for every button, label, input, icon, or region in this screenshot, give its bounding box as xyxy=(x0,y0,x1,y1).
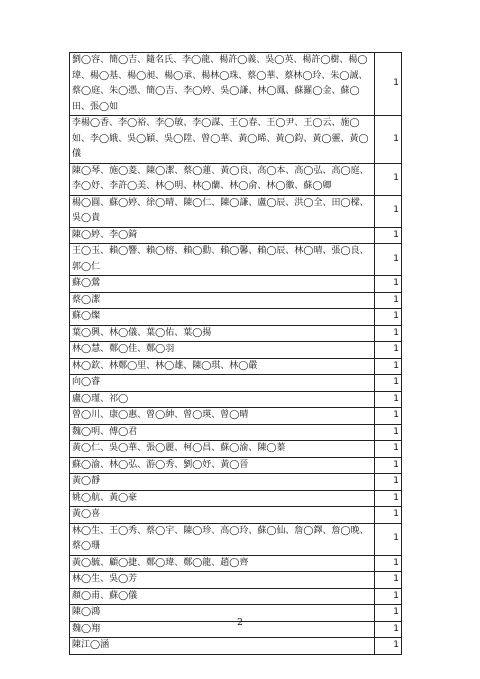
donor-names-cell: 向◯睿 xyxy=(70,375,375,392)
donor-names-cell: 魏◯明、傅◯君 xyxy=(70,424,375,441)
donor-names-cell: 蘇◯鶯 xyxy=(70,276,375,293)
donation-count-cell: 1 xyxy=(375,638,402,655)
donation-count-cell: 1 xyxy=(375,292,402,309)
donation-count-cell: 1 xyxy=(375,309,402,326)
donation-count-cell: 1 xyxy=(375,276,402,293)
donor-list xyxy=(69,52,399,655)
table-row xyxy=(70,309,402,326)
table-row xyxy=(70,325,402,342)
table-row xyxy=(70,555,402,572)
table-row xyxy=(70,638,402,655)
donation-count-cell: 1 xyxy=(375,424,402,441)
page-number: 2 xyxy=(237,618,243,628)
donor-names-cell: 黃◯喜 xyxy=(70,507,375,524)
donor-names-cell: 盧◯瑾、祁◯ xyxy=(70,391,375,408)
table-row xyxy=(70,424,402,441)
donor-names-cell: 蔡◯潔 xyxy=(70,292,375,309)
donation-count-cell: 1 xyxy=(375,490,402,507)
donor-names-cell: 黃◯毓、顧◯捷、鄭◯瑋、鄭◯龍、趙◯齊 xyxy=(70,555,375,572)
table-row xyxy=(70,572,402,589)
table-row xyxy=(70,195,402,227)
donor-names-cell: 姚◯航、黃◯豪 xyxy=(70,490,375,507)
donor-names-cell: 林◯生、王◯秀、蔡◯宇、陳◯珍、高◯玲、蘇◯仙、詹◯鐸、詹◯晚、蔡◯珊 xyxy=(70,523,375,555)
table-row xyxy=(70,227,402,244)
table-row xyxy=(70,474,402,491)
donation-count-cell: 1 xyxy=(375,391,402,408)
donation-count-cell: 1 xyxy=(375,195,402,227)
donation-count-cell: 1 xyxy=(375,342,402,359)
table-row xyxy=(70,292,402,309)
donor-names-cell: 楊◯圓、蘇◯婷、徐◯晴、陳◯仁、陳◯謙、盧◯辰、洪◯全、田◯樑、吳◯貴 xyxy=(70,195,375,227)
donor-table xyxy=(69,52,402,655)
donor-names-cell: 林◯慧、鄭◯佳、鄭◯羽 xyxy=(70,342,375,359)
donation-count-cell: 1 xyxy=(375,507,402,524)
donor-names-cell: 蘇◯渝、林◯弘、游◯秀、劉◯妤、黃◯晉 xyxy=(70,457,375,474)
donation-count-cell: 1 xyxy=(375,163,402,195)
donor-names-cell: 魏◯翔 xyxy=(70,621,375,638)
donor-names-cell: 李楊◯香、李◯裕、李◯敏、李◯謀、王◯春、王◯尹、王◯云、施◯如、李◯娥、吳◯穎、吳◯陞、曾◯華、黃◯晞、黃◯鈞、黃◯靈、黃◯儀 xyxy=(70,116,375,164)
table-row xyxy=(70,457,402,474)
table-row xyxy=(70,408,402,425)
table-row xyxy=(70,523,402,555)
table-row xyxy=(70,276,402,293)
donor-names-cell: 陳◯琴、施◯菱、陳◯潔、蔡◯蓮、黃◯良、高◯本、高◯弘、高◯庭、李◯妤、李許◯美、林◯明、林◯蘭、林◯俞、林◯徽、蘇◯卿 xyxy=(70,163,375,195)
donation-count-cell: 1 xyxy=(375,227,402,244)
donor-names-cell: 陳◯鴻 xyxy=(70,605,375,622)
table-row xyxy=(70,244,402,276)
donor-names-cell: 蘇◯燦 xyxy=(70,309,375,326)
donation-count-cell: 1 xyxy=(375,572,402,589)
donor-names-cell: 曾◯川、康◯惠、曾◯紳、曾◯瑛、曾◯晴 xyxy=(70,408,375,425)
donation-count-cell: 1 xyxy=(375,441,402,458)
donation-count-cell: 1 xyxy=(375,116,402,164)
table-row xyxy=(70,375,402,392)
donor-names-cell: 劉◯容、簡◯吉、隨名氏、李◯龍、楊許◯義、吳◯英、楊許◯樹、楊◯瑋、楊◯基、楊◯昶、楊◯承、楊林◯珠、蔡◯華、蔡林◯玲、朱◯誠、蔡◯庭、朱◯憑、簡◯吉、李◯婷、吳◯謙、林◯鳳、蘇羅◯金、蘇◯田、張◯如 xyxy=(70,53,375,116)
donor-names-cell: 陳◯婷、李◯錡 xyxy=(70,227,375,244)
donation-count-cell: 1 xyxy=(375,474,402,491)
donation-count-cell: 1 xyxy=(375,523,402,555)
donor-names-cell: 葉◯興、林◯儀、葉◯佑、葉◯揚 xyxy=(70,325,375,342)
donation-count-cell: 1 xyxy=(375,605,402,622)
donation-count-cell: 1 xyxy=(375,53,402,116)
donor-names-cell: 黃◯仁、吳◯華、張◯麗、柯◯昌、蘇◯渝、陳◯蓁 xyxy=(70,441,375,458)
donation-count-cell: 1 xyxy=(375,457,402,474)
table-row xyxy=(70,53,402,116)
donation-count-cell: 1 xyxy=(375,358,402,375)
table-row xyxy=(70,163,402,195)
donor-names-cell: 林◯生、吳◯芳 xyxy=(70,572,375,589)
donor-names-cell: 陳江◯涵 xyxy=(70,638,375,655)
table-row xyxy=(70,441,402,458)
donor-names-cell: 王◯玉、賴◯響、賴◯榕、賴◯勳、賴◯馨、賴◯辰、林◯晴、張◯良、郭◯仁 xyxy=(70,244,375,276)
donor-names-cell: 黃◯靜 xyxy=(70,474,375,491)
table-row xyxy=(70,588,402,605)
donor-table-body xyxy=(70,53,402,655)
donation-count-cell: 1 xyxy=(375,325,402,342)
donation-count-cell: 1 xyxy=(375,621,402,638)
donor-names-cell: 顏◯甫、蘇◯儀 xyxy=(70,588,375,605)
donation-count-cell: 1 xyxy=(375,588,402,605)
table-row xyxy=(70,342,402,359)
donor-names-cell: 林◯欽、林鄭◯里、林◯雄、陳◯琪、林◯嚴 xyxy=(70,358,375,375)
donation-count-cell: 1 xyxy=(375,375,402,392)
donation-count-cell: 1 xyxy=(375,555,402,572)
table-row xyxy=(70,490,402,507)
table-row xyxy=(70,358,402,375)
donation-count-cell: 1 xyxy=(375,244,402,276)
table-row xyxy=(70,507,402,524)
donation-count-cell: 1 xyxy=(375,408,402,425)
table-row xyxy=(70,391,402,408)
table-row xyxy=(70,116,402,164)
